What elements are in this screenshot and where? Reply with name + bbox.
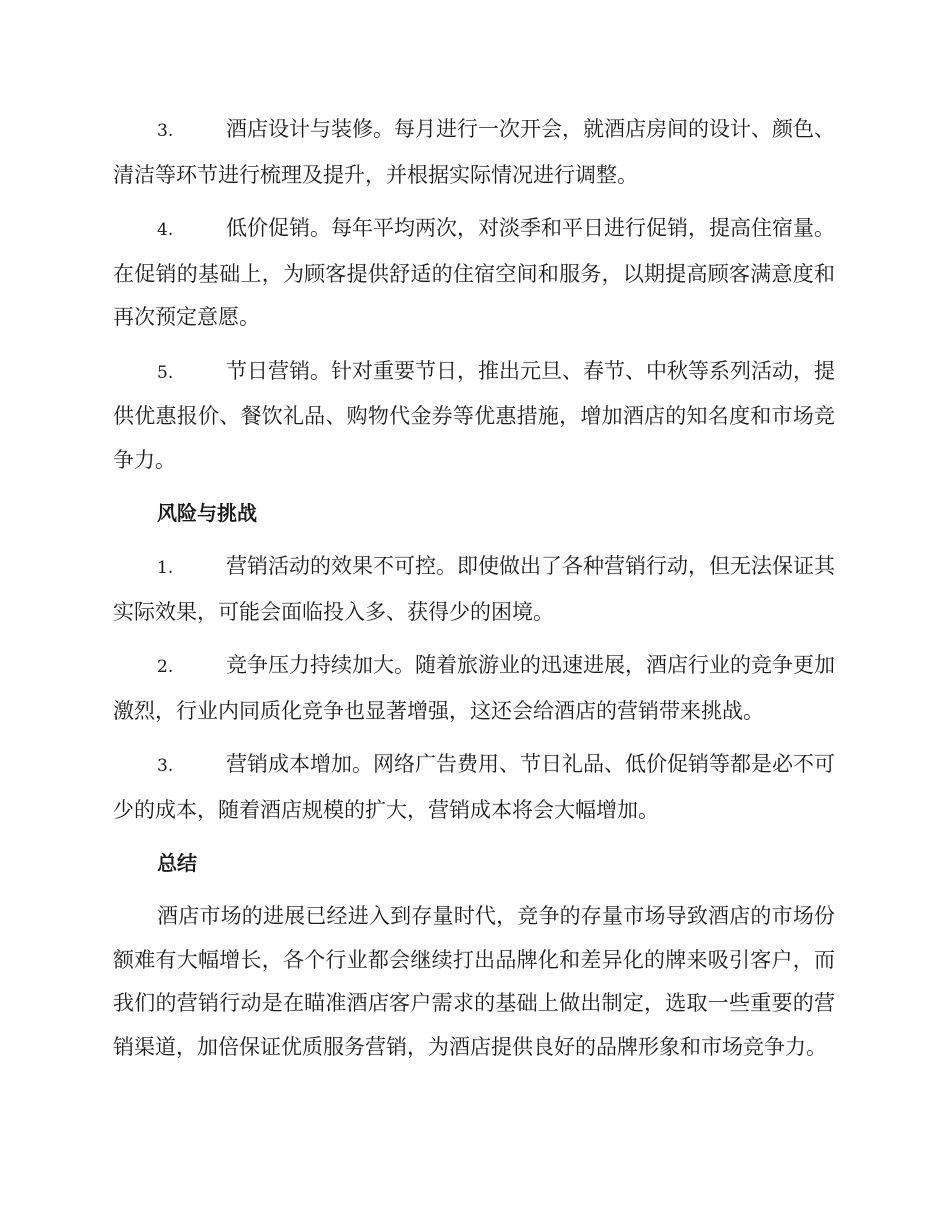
list-item: [113, 644, 835, 733]
list-item: [113, 350, 835, 483]
list-text: 酒店设计与装修。每月进行一次开会，就酒店房间的设计、颜色、清洁等环节进行梳理及提升，并根据实际情况进行调整。: [113, 117, 835, 187]
list-item: [113, 108, 835, 197]
list-item: [113, 743, 835, 832]
list-text: 竞争压力持续加大。随着旅游业的迅速进展，酒店行业的竞争更加激烈，行业内同质化竞争也显著增强，这还会给酒店的营销带来挑战。: [113, 653, 835, 723]
document-page: [113, 108, 835, 1079]
list-item: [113, 207, 835, 340]
section-heading-summary: 总结: [157, 851, 197, 875]
list-number: 3.: [157, 121, 174, 141]
list-text: 营销活动的效果不可控。即使做出了各种营销行动，但无法保证其实际效果，可能会面临投入多、获得少的困境。: [113, 554, 835, 624]
list-number: 2.: [157, 657, 174, 677]
list-item: [113, 545, 835, 634]
list-text: 节日营销。针对重要节日，推出元旦、春节、中秋等系列活动，提供优惠报价、餐饮礼品、购物代金券等优惠措施，增加酒店的知名度和市场竞争力。: [113, 358, 835, 472]
list-number: 4.: [157, 220, 174, 240]
summary-paragraph: 酒店市场的进展已经进入到存量时代，竞争的存量市场导致酒店的市场份额难有大幅增长，各个行业都会继续打出品牌化和差异化的牌来吸引客户，而我们的营销行动是在瞄准酒店客户需求的基础上做出制定，选取一些重要的营销渠道，加倍保证优质服务营销，为酒店提供良好的品牌形象和市场竞争力。: [113, 904, 835, 1059]
list-number: 1.: [157, 558, 174, 578]
list-number: 3.: [157, 756, 174, 776]
list-text: 低价促销。每年平均两次，对淡季和平日进行促销，提高住宿量。在促销的基础上，为顾客提供舒适的住宿空间和服务，以期提高顾客满意度和再次预定意愿。: [113, 216, 835, 329]
list-number: 5.: [157, 362, 174, 383]
list-text: 营销成本增加。网络广告费用、节日礼品、低价促销等都是必不可少的成本，随着酒店规模的扩大，营销成本将会大幅增加。: [113, 752, 835, 822]
section-heading-risks: 风险与挑战: [157, 501, 257, 525]
